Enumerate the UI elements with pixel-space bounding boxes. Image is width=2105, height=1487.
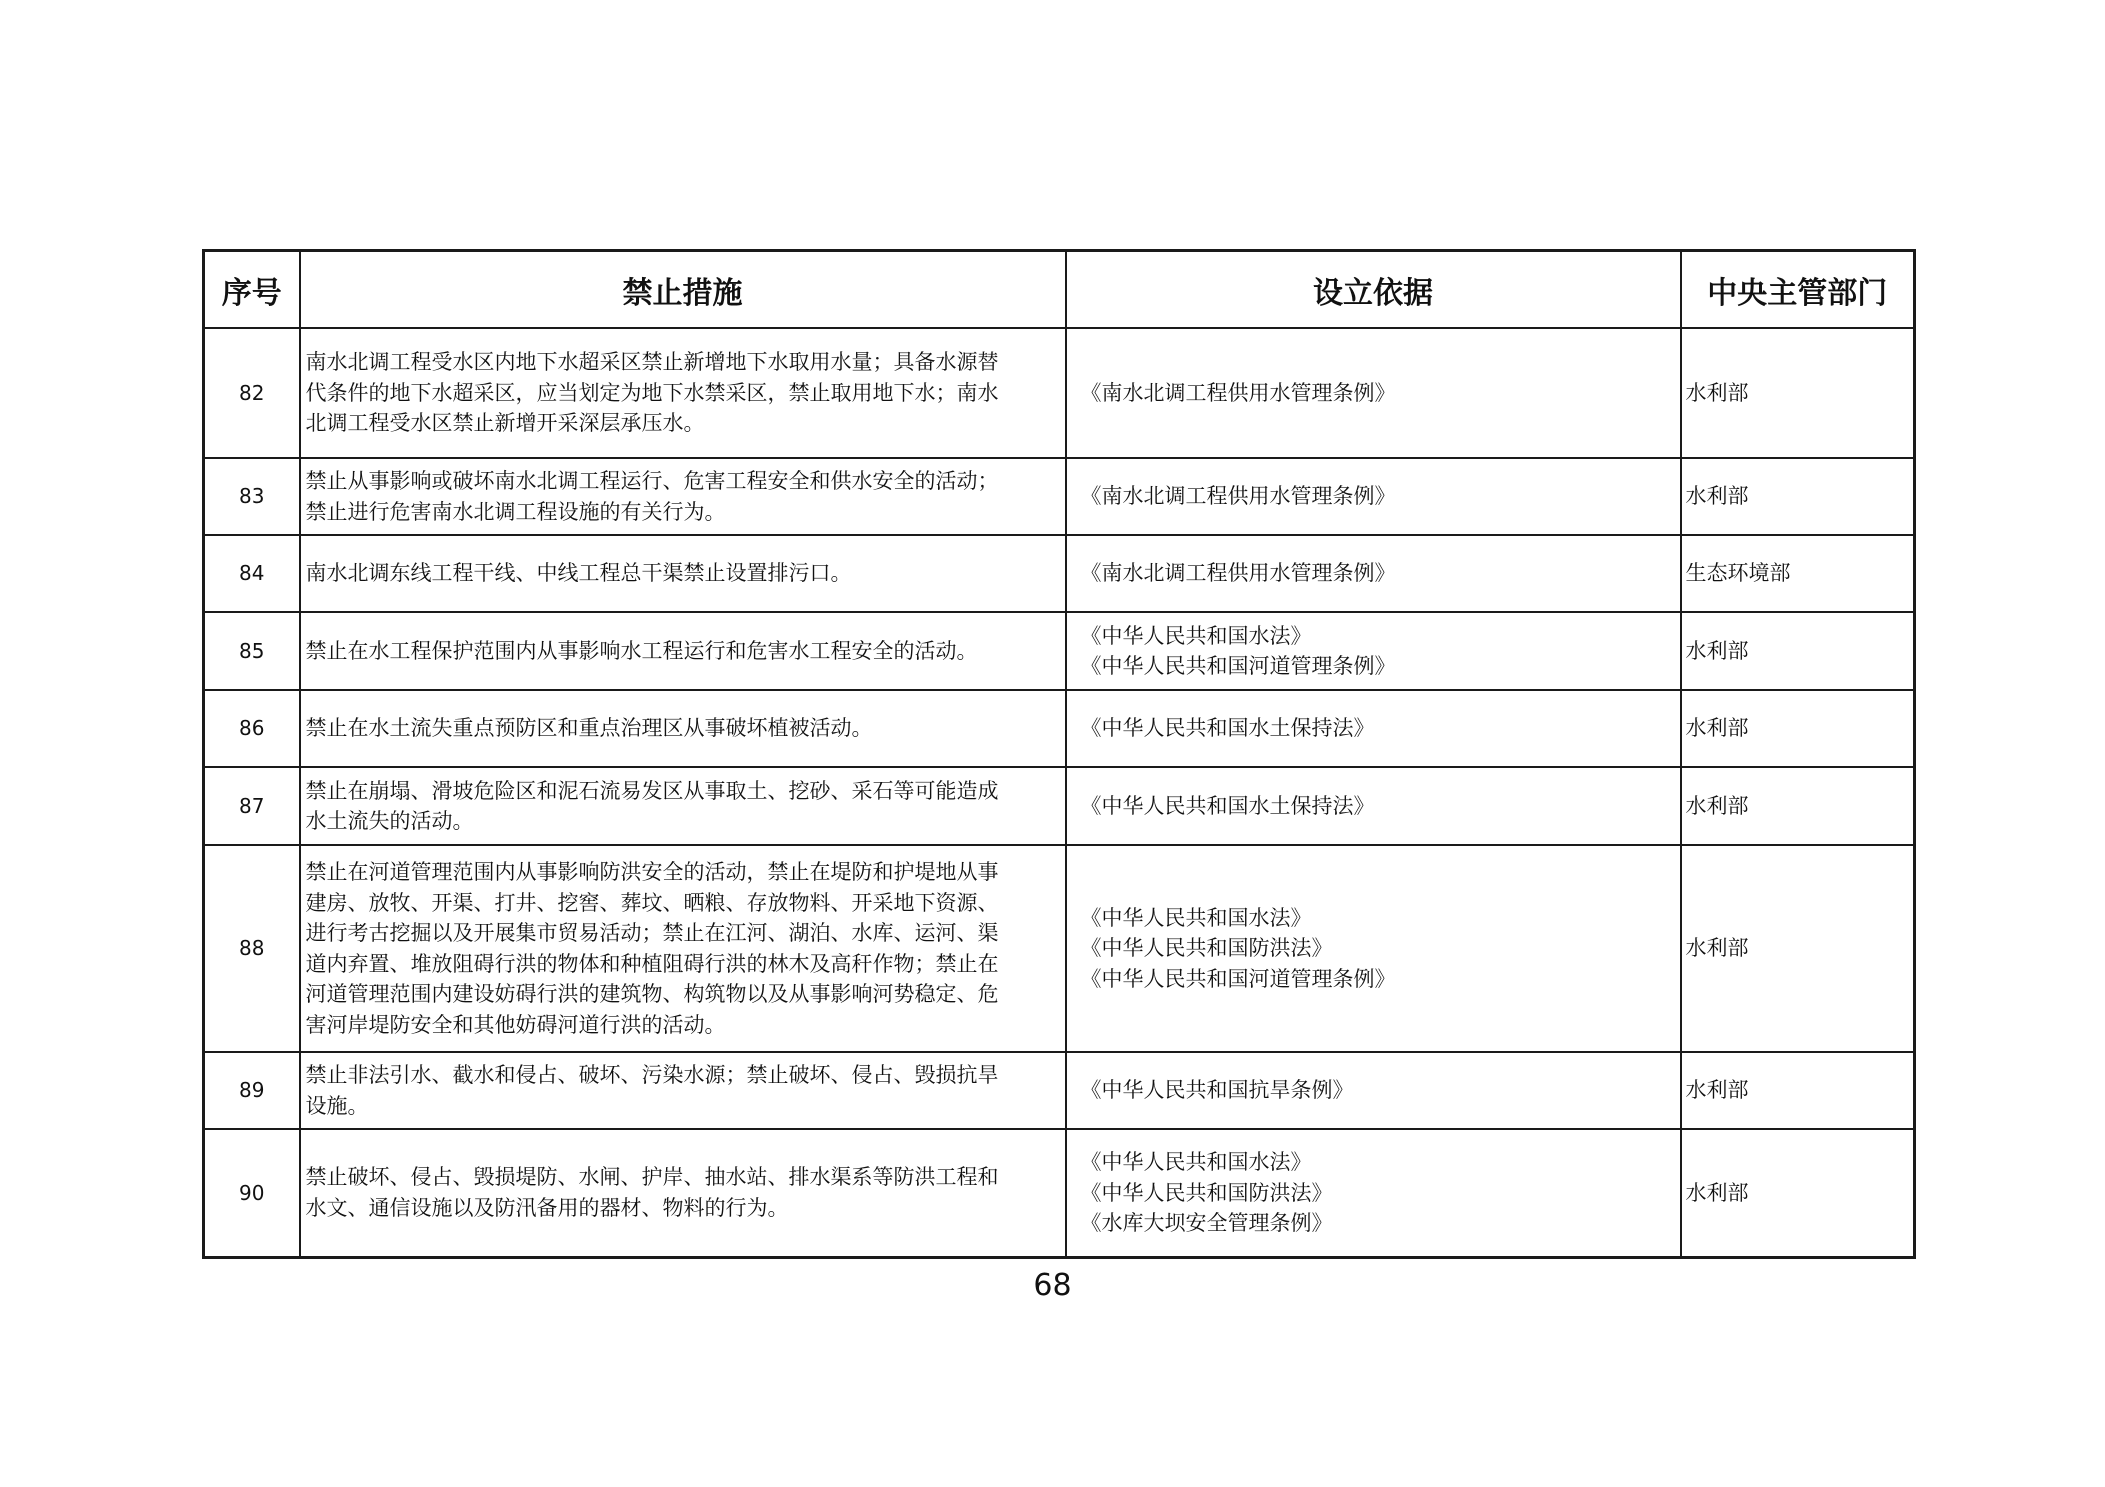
table-row [204, 690, 1915, 767]
row-measure [300, 845, 1066, 1052]
basis-line: 《中华人民共和国抗旱条例》 [1080, 1078, 1354, 1103]
measure-line: 水土流失的活动。 [305, 809, 474, 833]
measure-line: 禁止在崩塌、滑坡危险区和泥石流易发区从事取土、挖砂、采石等可能造成 [305, 778, 999, 803]
measure-line: 建房、放牧、开渠、打井、挖窖、葬坟、晒粮、存放物料、开采地下资源、 [305, 890, 999, 915]
row-department: 水利部 [1681, 612, 1915, 690]
row-measure [300, 612, 1066, 690]
table-row [204, 612, 1915, 690]
measure-line: 代条件的地下水超采区，应当划定为地下水禁采区，禁止取用地下水；南水 [305, 380, 999, 405]
table-row [204, 328, 1915, 458]
row-number: 85 [204, 612, 300, 690]
basis-line: 《中华人民共和国水法》 [1080, 623, 1312, 648]
row-measure [300, 535, 1066, 612]
row-measure [300, 1129, 1066, 1257]
basis-line: 《中华人民共和国水法》 [1080, 1150, 1312, 1174]
row-department: 水利部 [1681, 767, 1915, 845]
row-number: 84 [204, 535, 300, 612]
row-basis [1066, 1129, 1681, 1257]
prohibition-table [202, 249, 1916, 1259]
measure-line: 禁止从事影响或破坏南水北调工程运行、危害工程安全和供水安全的活动； [305, 469, 999, 493]
row-basis [1066, 845, 1681, 1052]
table-row [204, 458, 1915, 535]
measure-line: 进行考古挖掘以及开展集市贸易活动；禁止在江河、湖泊、水库、运河、渠 [305, 921, 999, 945]
header-department: 中央主管部门 [1681, 251, 1915, 329]
measure-line: 禁止破坏、侵占、毁损堤防、水闸、护岸、抽水站、排水渠系等防洪工程和 [305, 1165, 999, 1190]
table-row [204, 535, 1915, 612]
row-department: 水利部 [1681, 1129, 1915, 1257]
row-measure [300, 328, 1066, 458]
row-department: 水利部 [1681, 328, 1915, 458]
measure-line: 水文、通信设施以及防汛备用的器材、物料的行为。 [305, 1195, 789, 1220]
row-measure [300, 767, 1066, 845]
row-measure [300, 1052, 1066, 1129]
measure-line: 禁止在水土流失重点预防区和重点治理区从事破坏植被活动。 [305, 716, 873, 741]
row-basis [1066, 1052, 1681, 1129]
measure-line: 害河岸堤防安全和其他妨碍河道行洪的活动。 [305, 1012, 726, 1037]
row-number: 83 [204, 458, 300, 535]
table-row [204, 767, 1915, 845]
row-number: 86 [204, 690, 300, 767]
basis-line: 《南水北调工程供用水管理条例》 [1080, 484, 1396, 509]
measure-line: 道内弃置、堆放阻碍行洪的物体和种植阻碍行洪的林木及高秆作物；禁止在 [305, 951, 999, 976]
basis-line: 《南水北调工程供用水管理条例》 [1080, 380, 1396, 405]
measure-line: 禁止非法引水、截水和侵占、破坏、污染水源；禁止破坏、侵占、毁损抗旱 [305, 1063, 999, 1087]
row-department: 水利部 [1681, 458, 1915, 535]
page-number: 68 [1033, 1268, 1072, 1303]
basis-line: 《中华人民共和国防洪法》 [1080, 1180, 1333, 1205]
row-basis [1066, 690, 1681, 767]
row-number: 82 [204, 328, 300, 458]
table-row [204, 1052, 1915, 1129]
table-header-row [204, 251, 1915, 329]
row-department: 生态环境部 [1681, 535, 1915, 612]
row-basis [1066, 328, 1681, 458]
row-basis [1066, 458, 1681, 535]
table-row [204, 1129, 1915, 1257]
basis-line: 《中华人民共和国水土保持法》 [1080, 793, 1375, 818]
measure-line: 北调工程受水区禁止新增开采深层承压水。 [305, 411, 705, 436]
basis-line: 《中华人民共和国河道管理条例》 [1080, 654, 1396, 678]
basis-line: 《南水北调工程供用水管理条例》 [1080, 561, 1396, 586]
basis-line: 《中华人民共和国水法》 [1080, 905, 1312, 930]
basis-line: 《中华人民共和国水土保持法》 [1080, 716, 1375, 741]
measure-line: 禁止进行危害南水北调工程设施的有关行为。 [305, 499, 726, 524]
basis-line: 《中华人民共和国河道管理条例》 [1080, 966, 1396, 991]
basis-line: 《中华人民共和国防洪法》 [1080, 936, 1333, 961]
table-row [204, 845, 1915, 1052]
measure-line: 禁止在水工程保护范围内从事影响水工程运行和危害水工程安全的活动。 [305, 638, 978, 663]
basis-line: 《水库大坝安全管理条例》 [1080, 1211, 1333, 1235]
measure-line: 河道管理范围内建设妨碍行洪的建筑物、构筑物以及从事影响河势稳定、危 [305, 982, 999, 1006]
header-number: 序号 [204, 251, 300, 329]
row-number: 87 [204, 767, 300, 845]
row-basis [1066, 612, 1681, 690]
measure-line: 南水北调工程受水区内地下水超采区禁止新增地下水取用水量；具备水源替 [305, 350, 999, 375]
row-department: 水利部 [1681, 1052, 1915, 1129]
prohibition-table-container [202, 249, 1913, 1259]
row-measure [300, 690, 1066, 767]
header-measure: 禁止措施 [300, 251, 1066, 329]
row-department: 水利部 [1681, 690, 1915, 767]
row-number: 89 [204, 1052, 300, 1129]
row-number: 90 [204, 1129, 300, 1257]
measure-line: 南水北调东线工程干线、中线工程总干渠禁止设置排污口。 [305, 561, 852, 586]
header-basis: 设立依据 [1066, 251, 1681, 329]
row-measure [300, 458, 1066, 535]
row-department: 水利部 [1681, 845, 1915, 1052]
row-basis [1066, 535, 1681, 612]
row-basis [1066, 767, 1681, 845]
measure-line: 禁止在河道管理范围内从事影响防洪安全的活动，禁止在堤防和护堤地从事 [305, 860, 999, 884]
row-number: 88 [204, 845, 300, 1052]
measure-line: 设施。 [305, 1093, 369, 1118]
